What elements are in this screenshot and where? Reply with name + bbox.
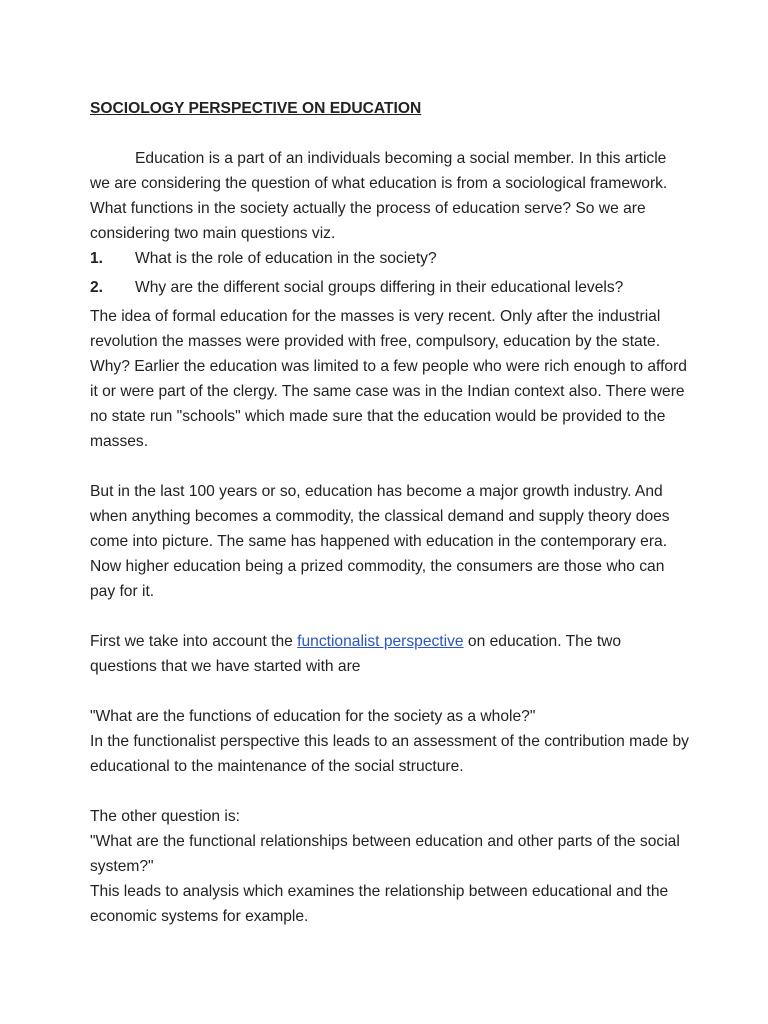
intro-paragraph: Education is a part of an individuals becoming a social member. In this article we are considering the question of what education is from a sociological framework. What functions in the society actually the process of education serve? So we are considering two main questions viz. bbox=[90, 150, 668, 242]
other-question-label: The other question is: bbox=[90, 808, 240, 825]
question-item-2 bbox=[90, 275, 690, 300]
question-text-2: Why are the different social groups differing in their educational levels? bbox=[135, 279, 624, 296]
functionalist-paragraph bbox=[90, 629, 690, 679]
document-page bbox=[90, 96, 690, 929]
question-text-1: What is the role of education in the society? bbox=[135, 250, 437, 267]
quote-two-followup: This leads to analysis which examines the relationship between educational and the economic systems for example. bbox=[90, 883, 669, 925]
functionalist-text-after: on education. The two questions that we have started with are bbox=[90, 633, 622, 675]
quote-two: "What are the functional relationships between education and other parts of the social system?" bbox=[90, 833, 680, 875]
growth-industry-paragraph: But in the last 100 years or so, education has become a major growth industry. And when anything becomes a commodity, the classical demand and supply theory does come into picture. The same has happened with education in the contemporary era. Now higher education being a prized commodity, the consumers are those who can pay for it. bbox=[90, 483, 670, 600]
formal-education-paragraph: The idea of formal education for the masses is very recent. Only after the industrial revolution the masses were provided with free, compulsory, education by the state. Why? Earlier the education was limited to a few people who were rich enough to afford it or were part of the clergy. The same case was in the Indian context also. There were no state run "schools" which made sure that the education would be provided to the masses. bbox=[90, 308, 687, 450]
document-title: SOCIOLOGY PERSPECTIVE ON EDUCATION bbox=[90, 100, 422, 117]
question-number-1: 1. bbox=[90, 250, 104, 267]
quote-one-followup: In the functionalist perspective this leads to an assessment of the contribution made by educational to the maintenance of the social structure. bbox=[90, 733, 689, 775]
question-item-1 bbox=[90, 246, 690, 271]
functionalist-perspective-link[interactable]: functionalist perspective bbox=[297, 633, 464, 650]
quote-one: "What are the functions of education for the society as a whole?" bbox=[90, 708, 536, 725]
question-number-2: 2. bbox=[90, 279, 104, 296]
functionalist-text-before: First we take into account the bbox=[90, 633, 298, 650]
